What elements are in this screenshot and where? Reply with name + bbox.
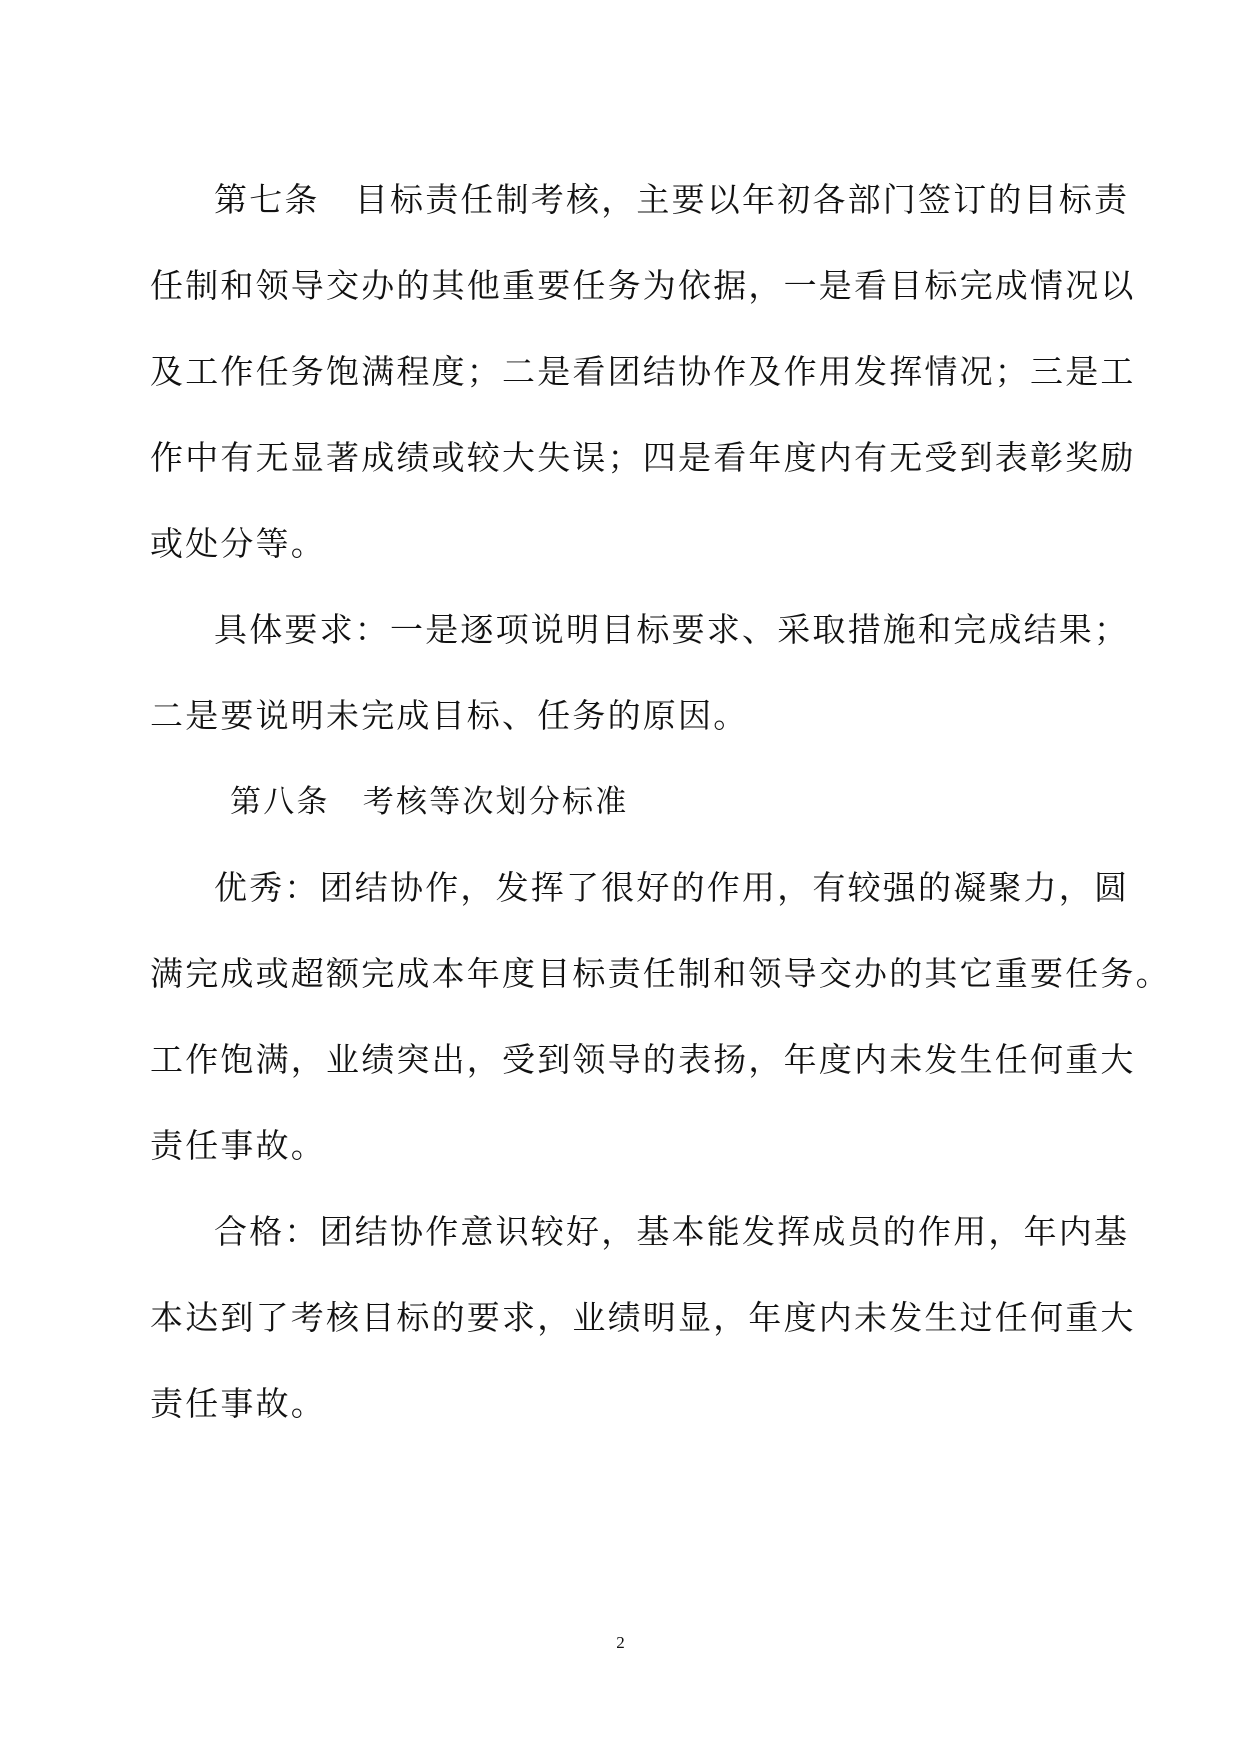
article-7-line-4: 作中有无显著成绩或较大失误；四是看年度内有无受到表彰奖励 xyxy=(150,438,1136,477)
excellent-line-3: 工作饱满，业绩突出，受到领导的表扬，年度内未发生任何重大 xyxy=(150,1040,1136,1079)
excellent-line-1: 优秀：团结协作，发挥了很好的作用，有较强的凝聚力，圆 xyxy=(214,868,1130,907)
page-number: 2 xyxy=(616,1633,625,1652)
article-7-line-1: 第七条 目标责任制考核，主要以年初各部门签订的目标责 xyxy=(214,180,1130,219)
article-7-line-5: 或处分等。 xyxy=(150,524,326,563)
qualified-line-3: 责任事故。 xyxy=(150,1384,326,1423)
article-7-line-2: 任制和领导交办的其他重要任务为依据，一是看目标完成情况以 xyxy=(150,266,1136,305)
requirements-line-1: 具体要求：一是逐项说明目标要求、采取措施和完成结果； xyxy=(214,610,1130,649)
article-8-heading: 第八条 考核等次划分标准 xyxy=(230,784,629,820)
qualified-line-2: 本达到了考核目标的要求，业绩明显，年度内未发生过任何重大 xyxy=(150,1298,1136,1337)
excellent-line-4: 责任事故。 xyxy=(150,1126,326,1165)
requirements-line-2: 二是要说明未完成目标、任务的原因。 xyxy=(150,696,749,735)
qualified-line-1: 合格：团结协作意识较好，基本能发挥成员的作用，年内基 xyxy=(214,1212,1130,1251)
article-7-line-3: 及工作任务饱满程度；二是看团结协作及作用发挥情况；三是工 xyxy=(150,352,1136,391)
excellent-line-2: 满完成或超额完成本年度目标责任制和领导交办的其它重要任务。 xyxy=(150,954,1171,993)
